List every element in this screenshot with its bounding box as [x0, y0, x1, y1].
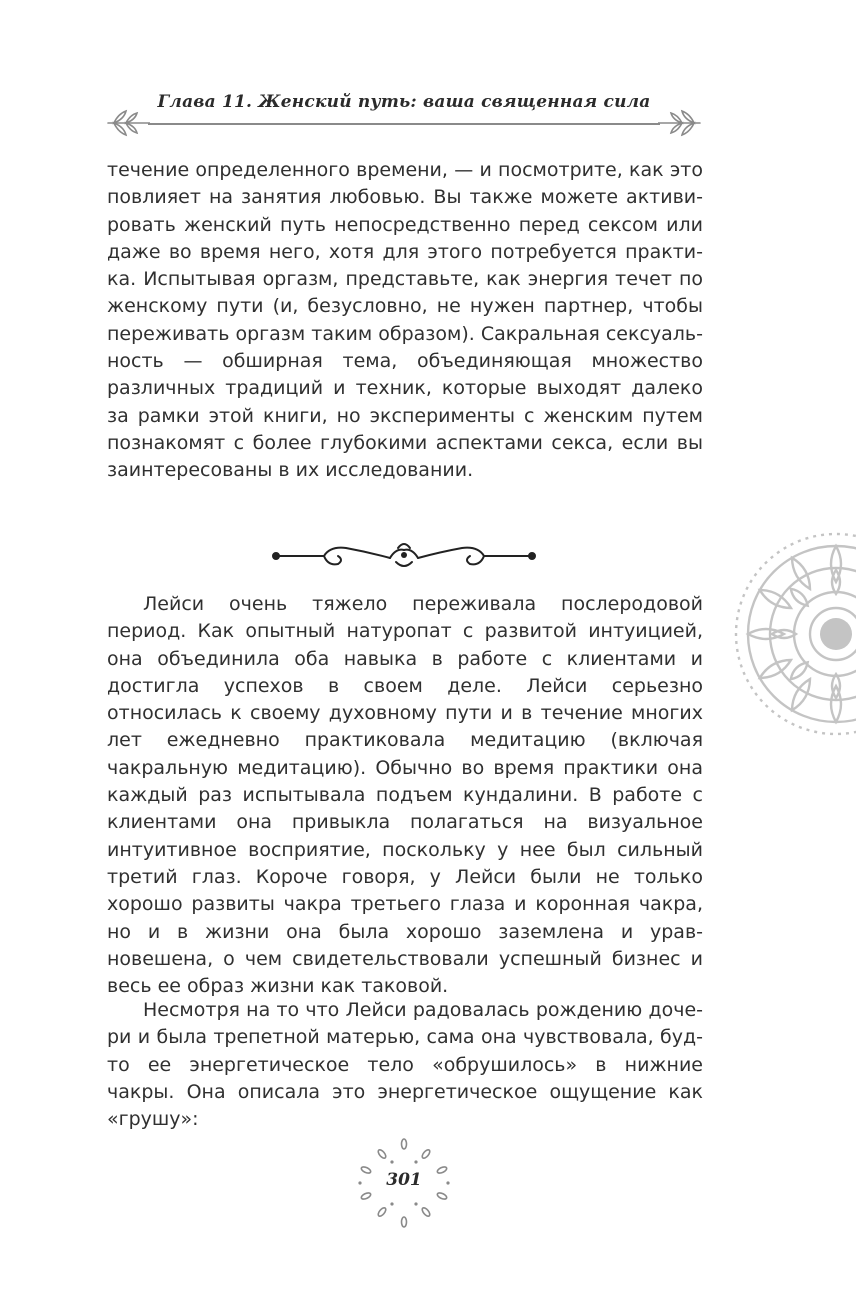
page-number: 301: [386, 1170, 422, 1190]
body-paragraph-1: течение определенного времени, — и посмотрите, как это повлияет на занятия любовью. Вы также можете активировать женский путь непосредственно перед сексом или даже во время него, хотя для этого потребуется практика. Испытывая оргазм, представьте, как энергия течет по женскому пути (и, безусловно, не нужен партнер, чтобы переживать оргазм таким образом). Сакральная сексуальность — обширная тема, объединяющая множество различных традиций и техник, которые выходят далеко за рамки этой книги, но эксперименты с женским путем познакомят с более глубокими аспектами секса, если вы заинтересованы в их исследовании.: [107, 159, 703, 482]
mandala-ornament-icon: [726, 524, 856, 744]
running-header: [104, 92, 704, 142]
ornamental-divider-icon: [272, 538, 536, 574]
right-laurel-sprig-icon: [658, 102, 704, 142]
body-paragraph-2: Лейси очень тяжело переживала послеродовой период. Как опытный натуропат с развитой интуицией, она объединила оба навыка в работе с клиентами и достигла успехов в своем деле. Лейси серьезно относилась к своему духовному пути и в течение многих лет ежедневно практиковала медитацию (включая чакральную медитацию). Обычно во время практики она каждый раз испытывала подъем кундалини. В работе с клиентами она привыкла полагаться на визуальное интуитивное восприятие, поскольку у нее был сильный третий глаз. Короче говоря, у Лейси были не только хорошо развиты чакра третьего глаза и коронная чакра, но и в жизни она была хорошо заземлена и уравновешена, о чем свидетельствовали успешный бизнес и весь ее образ жизни как таковой.: [107, 593, 703, 998]
header-rule: [148, 123, 660, 125]
body-paragraph-3: Несмотря на то что Лейси радовалась рождению дочери и была трепетной матерью, сама она чувствовала, будто ее энергетическое тело «обрушилось» в нижние чакры. Она описала это энергетическое ощущение как «грушу»:: [107, 999, 703, 1131]
chapter-title: Глава 11. Женский путь: ваша священная сила: [157, 92, 651, 112]
